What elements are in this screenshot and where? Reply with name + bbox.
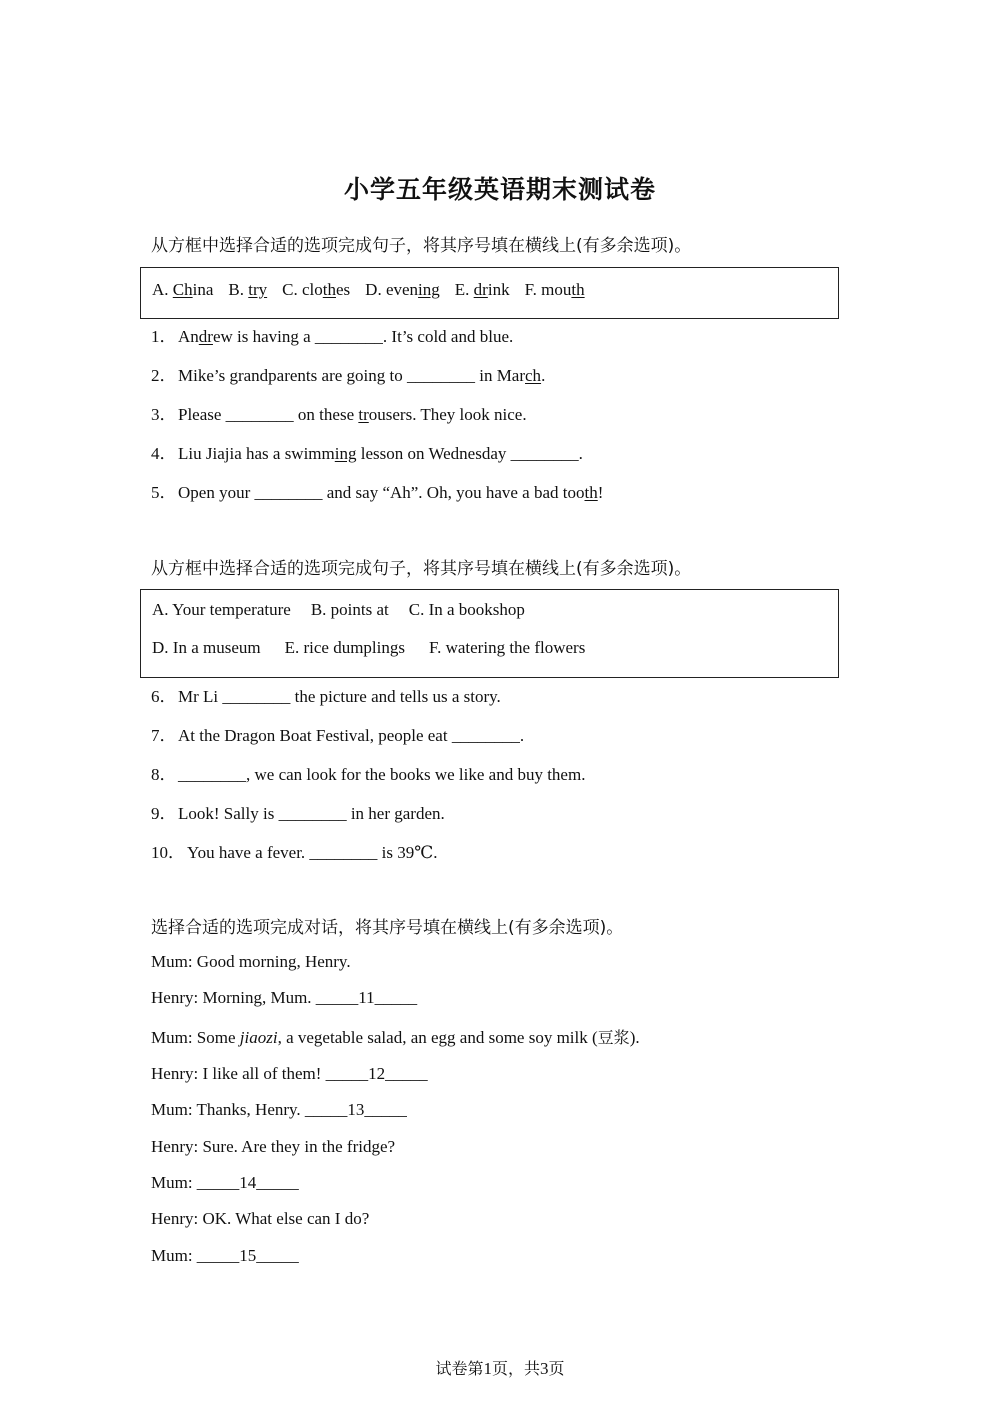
section1-options-row <box>152 280 585 300</box>
question-8: 8．________, we can look for the books we like and buy them. <box>151 765 586 784</box>
dialogue-line: Mum: Some jiaozi, a vegetable salad, an egg and some soy milk (豆浆). <box>151 1028 640 1047</box>
page-footer: 试卷第1页，共3页 <box>435 1359 565 1378</box>
option-e: E. rice dumplings <box>284 638 405 657</box>
section3-instruction: 选择合适的选项完成对话，将其序号填在横线上(有多余选项)。 <box>151 918 624 938</box>
option-a: A. Your temperature <box>152 600 291 619</box>
section2-options-row-2 <box>152 638 585 658</box>
option-f: F. watering the flowers <box>429 638 586 657</box>
question-5: 5．Open your ________ and say “Ah”. Oh, you have a bad tooth! <box>151 483 604 502</box>
question-7: 7．At the Dragon Boat Festival, people eat ________. <box>151 726 525 745</box>
section2-options-row-1 <box>152 600 525 620</box>
page-title: 小学五年级英语期末测试卷 <box>343 175 656 204</box>
option-b: B. points at <box>310 600 389 619</box>
question-9: 9．Look! Sally is ________ in her garden. <box>151 804 445 823</box>
option-b: B. try <box>228 280 268 299</box>
dialogue-line: Henry: I like all of them! _____12_____ <box>151 1064 428 1083</box>
question-2: 2．Mike’s grandparents are going to ________ in March. <box>151 366 546 385</box>
dialogue-line: Henry: OK. What else can I do? <box>151 1209 370 1228</box>
dialogue-line: Mum: Good morning, Henry. <box>151 952 351 971</box>
section1-instruction: 从方框中选择合适的选项完成句子，将其序号填在横线上(有多余选项)。 <box>151 236 692 256</box>
section2-instruction: 从方框中选择合适的选项完成句子，将其序号填在横线上(有多余选项)。 <box>151 559 692 579</box>
option-e: E. drink <box>454 280 510 299</box>
option-d: D. evening <box>365 280 440 299</box>
question-1: 1．Andrew is having a ________. It’s cold and blue. <box>151 327 514 346</box>
option-a: A. China <box>152 280 214 299</box>
dialogue-line: Mum: Thanks, Henry. _____13_____ <box>151 1100 407 1119</box>
dialogue-line: Henry: Morning, Mum. _____11_____ <box>151 988 418 1007</box>
dialogue-line: Mum: _____15_____ <box>151 1246 299 1265</box>
question-3: 3．Please ________ on these trousers. They look nice. <box>151 405 527 424</box>
question-10: 10． You have a fever. ________ is 39℃. <box>151 843 438 862</box>
section1-option-box <box>140 267 839 319</box>
section2-option-box <box>140 589 839 678</box>
option-f: F. mouth <box>524 280 585 299</box>
option-d: D. In a museum <box>152 638 261 657</box>
question-6: 6．Mr Li ________ the picture and tells us a story. <box>151 687 501 706</box>
dialogue-line: Mum: _____14_____ <box>151 1173 299 1192</box>
dialogue-line: Henry: Sure. Are they in the fridge? <box>151 1137 396 1156</box>
option-c: C. In a bookshop <box>408 600 525 619</box>
option-c: C. clothes <box>282 280 351 299</box>
question-4: 4．Liu Jiajia has a swimming lesson on Wednesday ________. <box>151 444 583 463</box>
